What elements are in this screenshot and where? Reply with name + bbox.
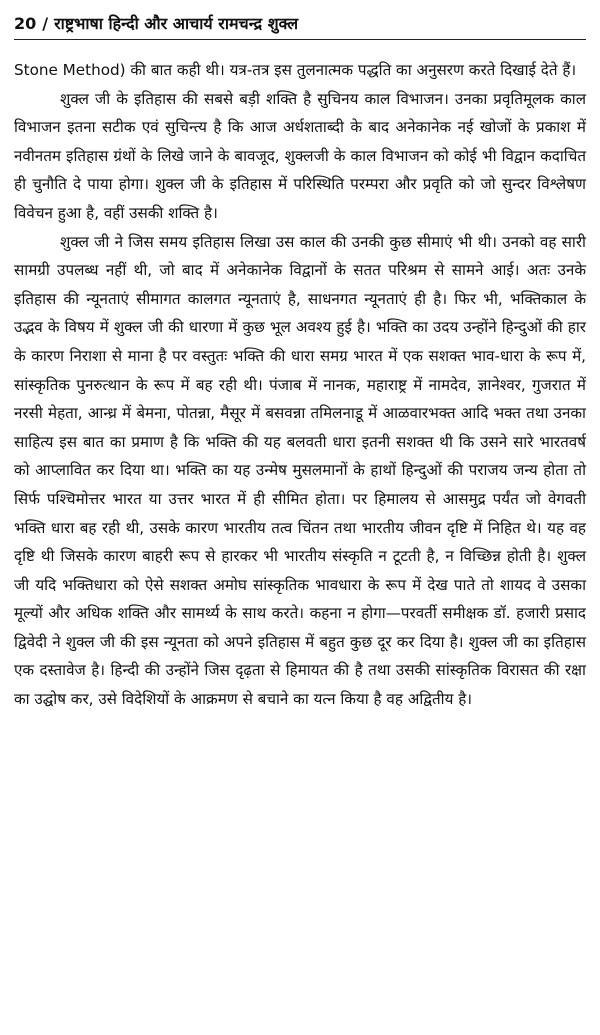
page-body	[14, 56, 586, 714]
running-header	[14, 12, 586, 40]
header-separator: /	[42, 14, 49, 33]
book-title: राष्ट्रभाषा हिन्दी और आचार्य रामचन्द्र शुक्ल	[54, 14, 299, 33]
page-number: 20	[14, 14, 37, 33]
paragraph-period-division: शुक्ल जी के इतिहास की सबसे बड़ी शक्ति है सुचिनय काल विभाजन। उनका प्रवृतिमूलक काल विभाजन इतना सटीक एवं सुचिन्त्य है कि आज अर्धशताब्दी के बाद अनेकानेक नई खोजों के प्रकाश में नवीनतम इतिहास ग्रंथों के लिखे जाने के बावजूद, शुक्लजी के काल विभाजन को कोई भी विद्वान कदाचित ही चुनौति दे पाया होगा। शुक्ल जी के इतिहास में परिस्थिति परम्परा और प्रवृति को जो सुन्दर विश्लेषण विवेचन हुआ है, वहीं उसकी शक्ति है।	[14, 89, 586, 222]
paragraph-continuation: Stone Method) की बात कही थी। यत्र-तत्र इस तुलनात्मक पद्धति का अनुसरण करते दिखाई देते हैं।	[14, 61, 577, 79]
paragraph-limitations: शुक्ल जी ने जिस समय इतिहास लिखा उस काल की उनकी कुछ सीमाएं भी थी। उनको वह सारी सामग्री उपलब्ध नहीं थी, जो बाद में अनेकानेक विद्वानों के सतत परिश्रम से सामने आई। अतः उनके इतिहास की न्यूनताएं सीमागत कालगत न्यूनताएं है, साधनगत न्यूनताएं ही है। फिर भी, भक्तिकाल के उद्भव के विषय में शुक्ल जी की धारणा में कुछ भूल अवश्य हुई है। भक्ति का उदय उन्होंने हिन्दुओं की हार के कारण निराशा से माना है पर वस्तुतः भक्ति की धारा समग्र भारत में एक सशक्त भाव-धारा के रूप में, सांस्कृतिक पुनरुत्थान के रूप में बह रही थी। पंजाब में नानक, महाराष्ट्र में नामदेव, ज्ञानेश्वर, गुजरात में नरसी मेहता, आन्ध्र में बेमना, पोतन्ना, मैसूर में बसवन्ना तमिलनाडू में आळवारभक्त आदि भक्त तथा उनका साहित्य इस बात का प्रमाण है कि भक्ति की यह बलवती धारा इतनी सशक्त थी कि उसने सारे भारतवर्ष को आप्लावित कर दिया था। भक्ति का यह उन्मेष मुसलमानों के हाथों हिन्दुओं की पराजय जन्य होता तो सिर्फ पश्चिमोत्तर भारत या उत्तर भारत में ही सीमित होता। पर हिमालय से आसमुद्र पर्यंत जो वेगवती भक्ति धारा बह रही थी, उसके कारण भारतीय तत्व चिंतन तथा भारतीय जीवन दृष्टि में निहित थे। यह वह दृष्टि थी जिसके कारण बाहरी रूप से हारकर भी भारतीय संस्कृति न टूटती है, न विच्छिन्न होती है। शुक्ल जी यदि भक्तिधारा को ऐसे सशक्त अमोघ सांस्कृतिक भावधारा के रूप में देख पाते तो शायद वे उसका मूल्यों और अधिक शक्ति और सामर्थ्य के साथ करते। कहना न होगा—परवर्ती समीक्षक डॉ. हजारी प्रसाद द्विवेदी ने शुक्ल जी की इस न्यूनता को अपने इतिहास में बहुत कुछ दूर कर दिया है। शुक्ल जी का इतिहास एक दस्तावेज है। हिन्दी की उन्होंने जिस दृढ़ता से हिमायत की है तथा उसकी सांस्कृतिक विरासत की रक्षा का उद्घोष कर, उसे विदेशियों के आक्रमण से बचाने का यत्न किया है वह अद्वितीय है।	[14, 232, 586, 709]
